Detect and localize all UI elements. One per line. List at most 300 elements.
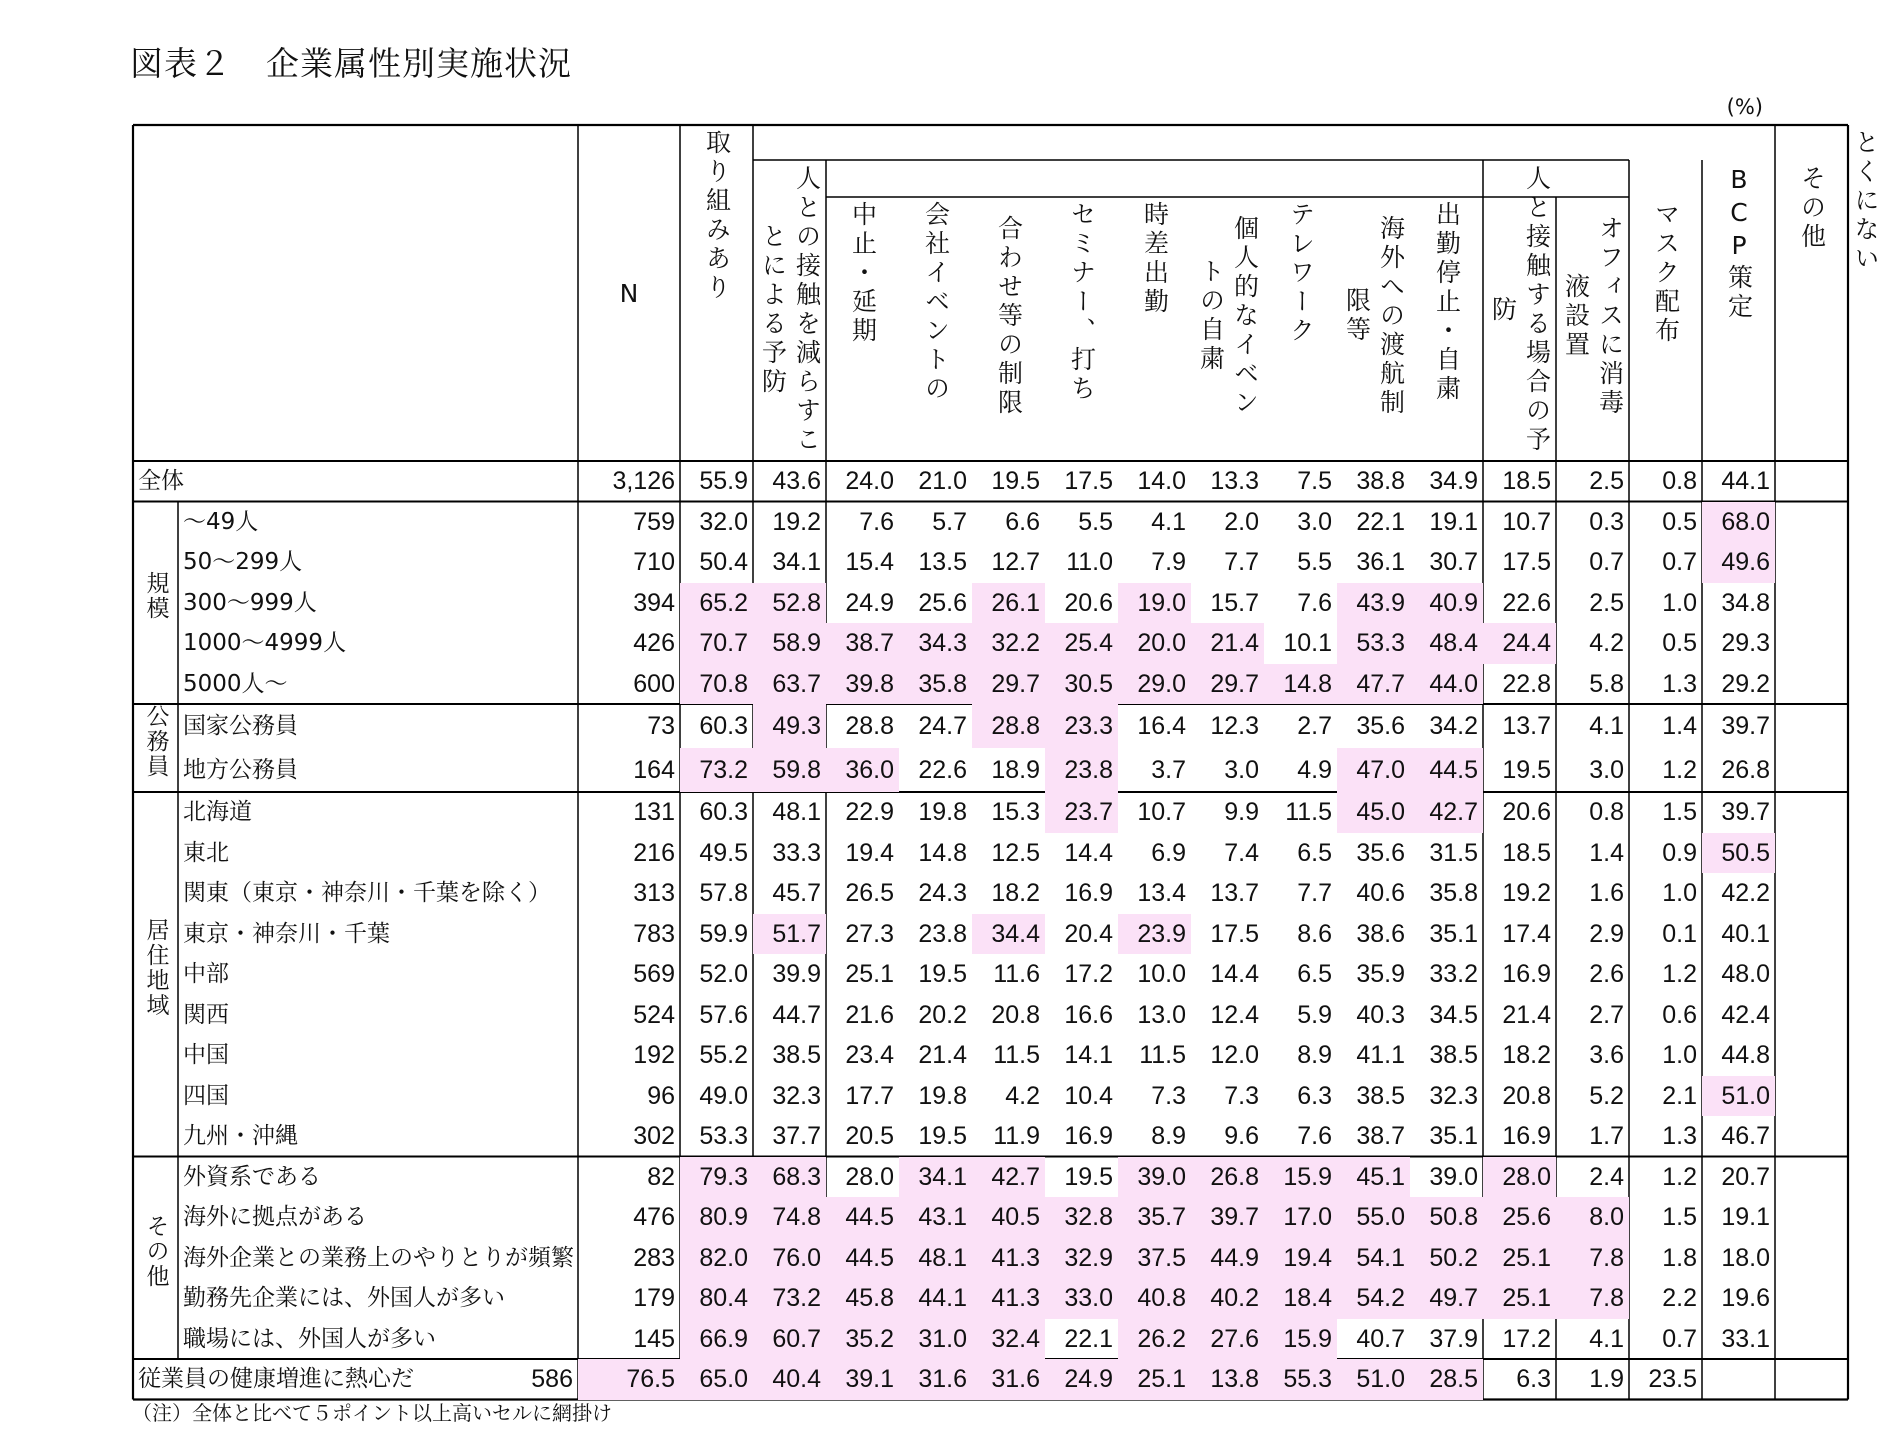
cell-value: 33.1 (1721, 1324, 1770, 1353)
cell-value: 8.6 (1297, 919, 1332, 948)
cell-value: 35.2 (826, 1319, 899, 1360)
cell-value: 5.7 (932, 507, 967, 536)
cell-value: 18.2 (991, 879, 1040, 908)
cell-value: 13.7 (1210, 879, 1259, 908)
cell-n: 426 (633, 629, 675, 658)
cell-value: 19.1 (1429, 507, 1478, 536)
cell-value: 14.4 (1064, 838, 1113, 867)
cell-value: 10.0 (1137, 960, 1186, 989)
cell-value: 38.5 (1429, 1041, 1478, 1070)
cell-value: 22.8 (1502, 669, 1551, 698)
cell-n: 283 (633, 1243, 675, 1272)
cell-n: 216 (633, 838, 675, 867)
header-masks: マスク配布 (1651, 201, 1681, 346)
cell-value: 44.5 (826, 1238, 899, 1279)
cell-value: 23.4 (845, 1041, 894, 1070)
cell-n: 783 (633, 919, 675, 948)
row-label: 従業員の健康増進に熱心だ (138, 1366, 414, 1393)
cell-value: 4.2 (1005, 1081, 1040, 1110)
cell-value: 37.9 (1429, 1324, 1478, 1353)
cell-value: 40.4 (753, 1359, 826, 1400)
cell-value: 60.3 (699, 712, 748, 740)
cell-value: 8.9 (1297, 1041, 1332, 1070)
table-row (133, 1076, 1848, 1117)
cell-value: 24.4 (1483, 623, 1556, 664)
row-label: 勤務先企業には、外国人が多い (183, 1285, 505, 1312)
table-row (133, 583, 1848, 624)
cell-value: 0.7 (1589, 548, 1624, 577)
cell-value: 1.2 (1662, 756, 1697, 784)
row-label: 東京・神奈川・千葉 (183, 920, 390, 947)
cell-value: 14.4 (1210, 960, 1259, 989)
cell-value: 26.1 (972, 583, 1045, 624)
header-bcp: BCP策定 (1724, 165, 1754, 322)
cell-value: 23.5 (1648, 1365, 1697, 1394)
footnote: （注）全体と比べて５ポイント以上高いセルに網掛け (132, 1401, 612, 1425)
row-label: 北海道 (183, 799, 252, 826)
cell-value: 21.0 (918, 467, 967, 496)
cell-value: 1.2 (1662, 1162, 1697, 1191)
cell-value: 35.6 (1356, 838, 1405, 867)
cell-value: 7.8 (1556, 1278, 1629, 1319)
cell-value: 1.4 (1589, 838, 1624, 867)
cell-value: 4.1 (1151, 507, 1186, 536)
cell-value: 0.8 (1662, 467, 1697, 496)
header-events: 会社イベントの (921, 201, 951, 404)
cell-value: 19.2 (1502, 879, 1551, 908)
group-label: 居住地域 (142, 917, 169, 1018)
cell-value: 45.7 (772, 879, 821, 908)
cell-value: 42.7 (1410, 792, 1483, 833)
cell-n: 394 (633, 588, 675, 617)
cell-value: 38.5 (1356, 1081, 1405, 1110)
cell-value: 34.1 (899, 1157, 972, 1198)
cell-value: 17.7 (845, 1081, 894, 1110)
cell-value: 19.8 (918, 798, 967, 827)
cell-value: 24.0 (845, 467, 894, 496)
cell-value: 22.1 (1356, 507, 1405, 536)
cell-value: 1.2 (1662, 960, 1697, 989)
cell-value: 23.8 (918, 919, 967, 948)
cell-value: 65.0 (680, 1359, 753, 1400)
cell-value: 23.9 (1118, 914, 1191, 955)
cell-value: 40.1 (1721, 919, 1770, 948)
row-label: 1000～4999人 (183, 630, 347, 657)
cell-value: 80.4 (680, 1278, 753, 1319)
cell-value: 25.1 (845, 960, 894, 989)
cell-value: 47.7 (1337, 664, 1410, 705)
cell-value: 2.2 (1662, 1284, 1697, 1313)
table-row (133, 1278, 1848, 1319)
data-table: N 取り組みあり 人との接触を減らすことによる予防 中止・延期 会社イベントの 合わせ等の制限 セミナー、打ち 時差出勤 個人的なイベントの自粛 テレワーク 海外への渡航制限等 出勤停止・自粛 人と接触する場合の予防 オフィスに消毒液設置 マスク配布 BCP策定 その他 とくにない 全体 3,126 55.9 43.6 24.0 21.0 19.5 17.5 14.0 13.3 7.5 38.8 34.9 18.5 2.5 0.8 44.1 規模 ～49人 759 32.0 19.2 7.6 5.7 6.6 5.5 4.1 2.0 3.0 22.1 19.1 10.7 0.3 0.5 68.0 50～299人 710 50.4 34.1 15.4 13.5 12.7 11.0 7.9 7.7 5.5 36.1 30.7 17.5 0.7 0.7 49.6 300～999人 394 65.2 52.8 24.9 25.6 26.1 20.6 19.0 15.7 7.6 43.9 40.9 22.6 2.5 1.0 34.8 1000～4999人 426 70.7 58.9 38.7 34.3 32.2 25.4 20.0 21.4 10.1 53.3 48.4 24.4 4.2 0.5 29.3 5000人～ 600 70.8 63.7 39.8 35.8 29.7 30.5 29.0 29.7 14.8 47.7 44.0 22.8 5.8 1.3 29.2 公務員 国家公務員 73 60.3 49.3 28.8 24.7 28.8 23.3 16.4 12.3 2.7 35.6 34.2 13.7 4.1 1.4 39.7 地方公務員 164 73.2 59.8 36.0 22.6 18.9 23.8 3.7 3.0 4.9 47.0 44.5 19.5 3.0 1.2 26.8 居住地域 北海道 131 60.3 48.1 22.9 19.8 15.3 23.7 10.7 9.9 11.5 45.0 42.7 20.6 0.8 1.5 39.7 東北 216 49.5 33.3 19.4 14.8 12.5 14.4 6.9 7.4 6.5 35.6 31.5 18.5 1.4 0.9 50.5 関東（東京・神奈川・千葉を除く） 313 57.8 45.7 26.5 24.3 18.2 16.9 13.4 13.7 7.7 40.6 35.8 19.2 1.6 1.0 42.2 東京・神奈川・千葉 783 59.9 51.7 27.3 23.8 34.4 20.4 23.9 17.5 8.6 38.6 35.1 17.4 2.9 0.1 40.1 中部 569 52.0 39.9 25.1 19.5 11.6 17.2 10.0 14.4 6.5 35.9 33.2 16.9 2.6 1.2 48.0 関西 524 57.6 44.7 21.6 20.2 20.8 16.6 13.0 12.4 5.9 40.3 34.5 21.4 2.7 0.6 42.4 中国 192 55.2 38.5 23.4 21.4 11.5 14.1 11.5 12.0 8.9 41.1 38.5 18.2 3.6 1.0 44.8 四国 96 49.0 32.3 17.7 19.8 4.2 10.4 7.3 7.3 6.3 38.5 32.3 20.8 5.2 2.1 51.0 九州・沖縄 302 53.3 37.7 20.5 19.5 11.9 16.9 8.9 9.6 7.6 38.7 35.1 16.9 1.7 1.3 46.7 その他 外資系である 82 79.3 68.3 28.0 34.1 42.7 19.5 39.0 26.8 15.9 45.1 39.0 28.0 2.4 1.2 20.7 海外に拠点がある 476 80.9 74.8 44.5 43.1 40.5 32.8 35.7 39.7 17.0 55.0 50.8 25.6 8.0 1.5 19.1 海外企業との業務上のやりとりが頻繁 283 82.0 76.0 44.5 48.1 41.3 32.9 37.5 44.9 19.4 54.1 50.2 25.1 7.8 1.8 18.0 勤務先企業には、外国人が多い 179 80.4 73.2 45.8 44.1 41.3 33.0 40.8 40.2 18.4 54.2 49.7 25.1 7.8 2.2 19.6 職場には、外国人が多い 145 66.9 60.7 35.2 31.0 32.4 22.1 26.2 27.6 15.9 40.7 37.9 17.2 4.1 0.7 33.1 従業員の健康増進に熱心だ 586 76.5 65.0 40.4 39.1 31.6 31.6 24.9 25.1 13.8 55.3 51.0 28.5 6.3 1.9 23.5 (133, 125, 1848, 1400)
cell-value: 70.8 (680, 664, 753, 705)
cell-value: 3.6 (1589, 1041, 1624, 1070)
cell-value: 59.8 (753, 748, 826, 792)
cell-value: 1.0 (1662, 879, 1697, 908)
cell-value: 22.6 (1502, 588, 1551, 617)
cell-value: 16.4 (1137, 712, 1186, 740)
cell-value: 13.7 (1502, 712, 1551, 740)
cell-value: 40.9 (1410, 583, 1483, 624)
cell-value: 38.6 (1356, 919, 1405, 948)
cell-value: 7.6 (1297, 1122, 1332, 1151)
cell-value: 55.9 (699, 467, 748, 496)
cell-value: 60.3 (699, 798, 748, 827)
cell-value: 39.1 (826, 1359, 899, 1400)
cell-value: 27.6 (1191, 1319, 1264, 1360)
cell-value: 33.3 (772, 838, 821, 867)
cell-value: 22.6 (918, 756, 967, 784)
cell-value: 16.6 (1064, 1000, 1113, 1029)
cell-value: 16.9 (1502, 1122, 1551, 1151)
cell-n: 96 (647, 1081, 675, 1110)
cell-value: 48.0 (1721, 960, 1770, 989)
cell-value: 7.6 (1297, 588, 1332, 617)
cell-value: 24.7 (918, 712, 967, 740)
cell-value: 34.5 (1429, 1000, 1478, 1029)
cell-value: 0.7 (1662, 548, 1697, 577)
cell-value: 28.8 (845, 712, 894, 740)
cell-value: 52.0 (699, 960, 748, 989)
cell-value: 42.2 (1721, 879, 1770, 908)
cell-value: 19.5 (918, 1122, 967, 1151)
cell-value: 6.9 (1151, 838, 1186, 867)
table-row (133, 542, 1848, 583)
cell-value: 4.2 (1589, 629, 1624, 658)
cell-value: 23.3 (1045, 704, 1118, 748)
row-label: 四国 (183, 1082, 229, 1109)
cell-value: 53.3 (699, 1122, 748, 1151)
cell-value: 28.5 (1410, 1359, 1483, 1400)
cell-value: 29.3 (1721, 629, 1770, 658)
cell-value: 14.1 (1064, 1041, 1113, 1070)
cell-value: 63.7 (753, 664, 826, 705)
header-meetings: 合わせ等の制限 (994, 214, 1024, 418)
cell-n: 82 (647, 1162, 675, 1191)
cell-value: 48.1 (772, 798, 821, 827)
cell-value: 49.6 (1702, 542, 1775, 583)
cell-value: 73.2 (680, 748, 753, 792)
cell-value: 18.4 (1264, 1278, 1337, 1319)
cell-value: 0.5 (1662, 629, 1697, 658)
cell-value: 20.6 (1064, 588, 1113, 617)
cell-n: 600 (633, 669, 675, 698)
table-row (133, 954, 1848, 995)
cell-value: 41.3 (972, 1238, 1045, 1279)
cell-value: 44.0 (1410, 664, 1483, 705)
cell-value: 31.0 (899, 1319, 972, 1360)
cell-value: 44.5 (1410, 748, 1483, 792)
cell-value: 8.9 (1151, 1122, 1186, 1151)
cell-value: 18.5 (1502, 467, 1551, 496)
table-row (133, 1319, 1848, 1360)
cell-value: 3.0 (1589, 756, 1624, 784)
cell-value: 39.8 (826, 664, 899, 705)
cell-value: 25.1 (1483, 1278, 1556, 1319)
cell-value: 25.1 (1483, 1238, 1556, 1279)
cell-n: 145 (633, 1324, 675, 1353)
cell-value: 45.1 (1337, 1157, 1410, 1198)
cell-value: 33.2 (1429, 960, 1478, 989)
cell-value: 17.5 (1502, 548, 1551, 577)
cell-value: 1.9 (1589, 1365, 1624, 1394)
cell-value: 51.0 (1337, 1359, 1410, 1400)
cell-value: 32.2 (972, 623, 1045, 664)
cell-value: 57.8 (699, 879, 748, 908)
cell-value: 32.3 (1429, 1081, 1478, 1110)
cell-value: 27.3 (845, 919, 894, 948)
cell-value: 24.9 (845, 588, 894, 617)
cell-value: 7.5 (1297, 467, 1332, 496)
cell-value: 7.7 (1297, 879, 1332, 908)
cell-value: 13.0 (1137, 1000, 1186, 1029)
cell-value: 14.0 (1137, 467, 1186, 496)
cell-value: 0.9 (1662, 838, 1697, 867)
cell-value: 2.1 (1662, 1081, 1697, 1110)
cell-n: 3,126 (612, 467, 675, 496)
cell-value: 0.1 (1662, 919, 1697, 948)
cell-value: 2.6 (1589, 960, 1624, 989)
table-row (133, 792, 1848, 833)
cell-value: 42.4 (1721, 1000, 1770, 1029)
cell-value: 32.9 (1045, 1238, 1118, 1279)
cell-value: 39.7 (1721, 712, 1770, 740)
cell-value: 68.3 (753, 1157, 826, 1198)
cell-value: 31.5 (1429, 838, 1478, 867)
header-seminars: セミナー、打ち (1067, 201, 1097, 404)
cell-value: 51.0 (1702, 1076, 1775, 1117)
cell-value: 8.0 (1556, 1197, 1629, 1238)
cell-value: 19.8 (918, 1081, 967, 1110)
cell-value: 16.9 (1502, 960, 1551, 989)
cell-value: 0.3 (1589, 507, 1624, 536)
cell-value: 2.9 (1589, 919, 1624, 948)
cell-value: 19.5 (991, 467, 1040, 496)
cell-value: 43.1 (899, 1197, 972, 1238)
cell-value: 68.0 (1702, 502, 1775, 543)
cell-value: 15.9 (1264, 1319, 1337, 1360)
table-row (133, 664, 1848, 705)
unit-label: (%) (1726, 95, 1763, 119)
cell-value: 29.7 (972, 664, 1045, 705)
cell-value: 43.9 (1337, 583, 1410, 624)
cell-value: 9.6 (1224, 1122, 1259, 1151)
cell-value: 21.4 (1191, 623, 1264, 664)
group-label: 公務員 (142, 704, 169, 779)
header-n: N (619, 278, 639, 308)
cell-value: 80.9 (680, 1197, 753, 1238)
cell-value: 44.1 (1721, 467, 1770, 496)
cell-value: 76.0 (753, 1238, 826, 1279)
cell-value: 34.1 (772, 548, 821, 577)
row-label: 300～999人 (183, 589, 317, 616)
header-overseas: 海外への渡航制限等 (1342, 214, 1406, 418)
cell-value: 7.6 (859, 507, 894, 536)
cell-value: 34.9 (1429, 467, 1478, 496)
cell-value: 25.4 (1045, 623, 1118, 664)
cell-value: 7.7 (1224, 548, 1259, 577)
cell-value: 6.3 (1297, 1081, 1332, 1110)
cell-value: 37.5 (1118, 1238, 1191, 1279)
header-cancel: 中止・延期 (848, 201, 878, 346)
cell-n: 131 (633, 798, 675, 827)
cell-value: 11.5 (1285, 798, 1332, 827)
cell-value: 26.8 (1191, 1157, 1264, 1198)
cell-value: 12.7 (991, 548, 1040, 577)
cell-value: 31.6 (899, 1359, 972, 1400)
cell-value: 13.3 (1210, 467, 1259, 496)
row-label: 中部 (183, 961, 229, 988)
row-label: 全体 (138, 468, 184, 495)
cell-value: 1.8 (1662, 1243, 1697, 1272)
cell-value: 1.6 (1589, 879, 1624, 908)
cell-value: 6.6 (1005, 507, 1040, 536)
cell-value: 16.9 (1064, 879, 1113, 908)
cell-value: 1.4 (1662, 712, 1697, 740)
cell-value: 35.1 (1429, 1122, 1478, 1151)
cell-value: 7.3 (1151, 1081, 1186, 1110)
cell-value: 32.3 (772, 1081, 821, 1110)
row-label: ～49人 (183, 508, 259, 535)
cell-value: 79.3 (680, 1157, 753, 1198)
cell-value: 17.5 (1210, 919, 1259, 948)
cell-value: 22.9 (845, 798, 894, 827)
cell-value: 20.4 (1064, 919, 1113, 948)
cell-value: 54.2 (1337, 1278, 1410, 1319)
row-label: 海外企業との業務上のやりとりが頻繁 (183, 1244, 574, 1271)
cell-value: 10.7 (1137, 798, 1186, 827)
cell-value: 11.0 (1066, 548, 1113, 577)
row-label: 50～299人 (183, 549, 303, 576)
cell-value: 44.1 (899, 1278, 972, 1319)
cell-value: 11.9 (993, 1122, 1040, 1151)
cell-value: 13.5 (918, 548, 967, 577)
cell-value: 18.9 (991, 756, 1040, 784)
cell-value: 44.8 (1721, 1041, 1770, 1070)
cell-value: 23.7 (1045, 792, 1118, 833)
cell-value: 46.7 (1721, 1122, 1770, 1151)
cell-value: 26.2 (1118, 1319, 1191, 1360)
cell-n: 164 (633, 756, 675, 784)
cell-value: 17.4 (1502, 919, 1551, 948)
cell-value: 42.7 (972, 1157, 1045, 1198)
cell-value: 45.0 (1337, 792, 1410, 833)
cell-value: 1.0 (1662, 588, 1697, 617)
cell-value: 19.4 (1264, 1238, 1337, 1279)
cell-value: 13.8 (1191, 1359, 1264, 1400)
cell-value: 39.7 (1721, 798, 1770, 827)
cell-n: 569 (633, 960, 675, 989)
cell-n: 73 (647, 712, 675, 740)
cell-value: 35.1 (1429, 919, 1478, 948)
cell-value: 1.5 (1662, 798, 1697, 827)
cell-value: 51.7 (753, 914, 826, 955)
row-label: 中国 (183, 1042, 229, 1069)
cell-value: 11.5 (1139, 1041, 1186, 1070)
cell-n: 313 (633, 879, 675, 908)
cell-value: 5.9 (1297, 1000, 1332, 1029)
cell-value: 19.0 (1118, 583, 1191, 624)
cell-value: 1.3 (1662, 669, 1697, 698)
cell-value: 0.6 (1662, 1000, 1697, 1029)
table-row (133, 995, 1848, 1036)
cell-value: 59.9 (699, 919, 748, 948)
cell-value: 32.0 (699, 507, 748, 536)
row-label: 外資系である (183, 1163, 321, 1190)
cell-value: 40.2 (1191, 1278, 1264, 1319)
cell-value: 2.0 (1224, 507, 1259, 536)
row-label: 国家公務員 (183, 713, 298, 739)
cell-value: 5.8 (1589, 669, 1624, 698)
cell-value: 2.5 (1589, 467, 1624, 496)
row-label: 関東（東京・神奈川・千葉を除く） (183, 880, 551, 907)
cell-value: 0.8 (1589, 798, 1624, 827)
cell-value: 2.5 (1589, 588, 1624, 617)
cell-n: 524 (633, 1000, 675, 1029)
cell-value: 55.3 (1264, 1359, 1337, 1400)
cell-value: 50.8 (1410, 1197, 1483, 1238)
header-disinfect: オフィスに消毒液設置 (1561, 214, 1625, 418)
cell-value: 48.4 (1410, 623, 1483, 664)
cell-value: 16.9 (1064, 1122, 1113, 1151)
header-refrain-events: 個人的なイベントの自粛 (1196, 214, 1260, 418)
row-label: 5000人～ (183, 670, 288, 697)
header-torikumi: 取り組みあり (702, 129, 732, 303)
cell-value: 7.3 (1224, 1081, 1259, 1110)
cell-n: 759 (633, 507, 675, 536)
cell-value: 4.1 (1589, 712, 1624, 740)
cell-value: 49.0 (699, 1081, 748, 1110)
cell-value: 38.5 (772, 1041, 821, 1070)
header-reduce-contact: 人との接触を減らすことによる予防 (758, 165, 822, 455)
cell-value: 49.7 (1410, 1278, 1483, 1319)
cell-value: 19.5 (1502, 756, 1551, 784)
cell-value: 70.7 (680, 623, 753, 664)
cell-value: 19.1 (1721, 1203, 1770, 1232)
cell-n: 179 (633, 1284, 675, 1313)
cell-value: 11.6 (993, 960, 1040, 989)
cell-value: 50.4 (699, 548, 748, 577)
cell-value: 2.7 (1589, 1000, 1624, 1029)
cell-value: 23.8 (1045, 748, 1118, 792)
cell-value: 17.2 (1502, 1324, 1551, 1353)
cell-value: 41.1 (1356, 1041, 1405, 1070)
total-row (133, 461, 1848, 502)
cell-value: 1.0 (1662, 1041, 1697, 1070)
table-row (133, 1197, 1848, 1238)
cell-value: 66.9 (680, 1319, 753, 1360)
cell-value: 44.9 (1191, 1238, 1264, 1279)
cell-value: 36.1 (1356, 548, 1405, 577)
cell-value: 47.0 (1337, 748, 1410, 792)
cell-value: 20.8 (1502, 1081, 1551, 1110)
cell-value: 58.9 (753, 623, 826, 664)
cell-value: 20.2 (918, 1000, 967, 1029)
cell-value: 37.7 (772, 1122, 821, 1151)
header-stop-commute: 出勤停止・自粛 (1432, 201, 1462, 404)
cell-value: 1.7 (1589, 1122, 1624, 1151)
cell-value: 28.0 (845, 1162, 894, 1191)
cell-value: 20.5 (845, 1122, 894, 1151)
header-contact-case: 人と接触する場合の予防 (1488, 165, 1552, 455)
cell-value: 36.0 (826, 748, 899, 792)
cell-value: 38.8 (1356, 467, 1405, 496)
cell-value: 12.0 (1210, 1041, 1259, 1070)
cell-value: 2.4 (1589, 1162, 1624, 1191)
cell-value: 39.0 (1429, 1162, 1478, 1191)
cell-n: 302 (633, 1122, 675, 1151)
cell-value: 13.4 (1137, 879, 1186, 908)
